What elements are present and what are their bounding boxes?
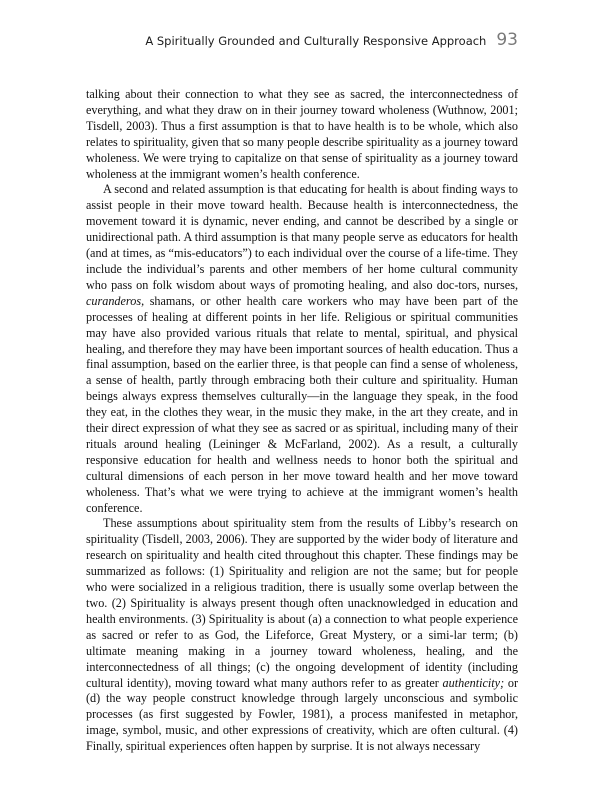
text-run: talking about their connection to what they see as sacred, the interconnectedness of everything, and what they draw on in their journey toward wholeness (Wuthnow, 2001; Tisdell, 2003). Thus a first assumption is that to have health is to be whole, which also relates to spirituality, given that so many people describe spirituality as a journey toward wholeness. We were trying to capitalize on that sense of spirituality as a journey toward wholeness at the immigrant women’s health conference. — [86, 87, 518, 181]
running-header — [145, 30, 518, 50]
italic-term: curanderos, — [86, 293, 145, 308]
text-run: or (d) the way people construct knowledge through largely unconscious and symbolic processes (as first suggested by Fowler, 1981), a process manifested in metaphor, image, symbol, music, and other expressions of creativity, which are often cultural. (4) Finally, spiritual experiences often happen by surprise. It is not always necessary — [86, 675, 519, 754]
running-title: A Spiritually Grounded and Culturally Responsive Approach — [145, 34, 487, 48]
paragraph-1 — [86, 87, 518, 182]
paragraph-2 — [86, 182, 518, 516]
body-text — [86, 87, 518, 755]
paragraph-3 — [86, 516, 518, 755]
text-run: A second and related assumption is that educating for health is about finding ways to assist people in their move toward health. Because health is interconnectedness, the movement toward it is dynamic, never ending, and cannot be described by a single or unidirectional path. A third assumption is that many people serve as educators for health (and at times, as “mis-educators”) to each individual over the course of a life-time. They include the individual’s parents and other members of her home cultural community who pass on folk wisdom about ways of promoting healing, and also doc-tors, nurses, — [86, 182, 518, 292]
text-run: shamans, or other health care workers who may have been part of the processes of healing at different points in her life. Religious or spiritual communities may have also provided various rituals that relate to mental, spiritual, and physical healing, and therefore they may have been important sources of health education. Thus a final assumption, based on the earlier three, is that people can find a sense of wholeness, a sense of health, partly through embracing both their culture and spirituality. Human beings always express themselves culturally—in the language they speak, in the food they eat, in the clothes they wear, in the music they make, in the art they create, and in their direct expression of what they see as sacred or as spiritual, including many of their rituals around healing (Leininger & McFarland, 2002). As a result, a culturally responsive education for health and wellness needs to honor both the spiritual and cultural dimensions of each person in her move toward health and her move toward wholeness. That’s what we were trying to achieve at the immigrant women’s health conference. — [86, 293, 518, 515]
page-number: 93 — [496, 30, 518, 50]
text-run: These assumptions about spirituality stem from the results of Libby’s research on spirituality (Tisdell, 2003, 2006). They are supported by the wider body of literature and research on spirituality and health cited throughout this chapter. These findings may be summarized as follows: (1) Spirituality and religion are not the same; but for people who were socialized in a religious tradition, there is usually some overlap between the two. (2) Spirituality is always present though often unacknowledged in education and health environments. (3) Spirituality is about (a) a connection to what people experience as sacred or refer to as God, the Lifeforce, Great Mystery, or a simi-lar term; (b) ultimate meaning making in a journey toward wholeness, healing, and the interconnectedness of all things; (c) the ongoing development of identity (including cultural identity), moving toward what many authors refer to as greater — [86, 516, 518, 690]
italic-term: authenticity; — [442, 675, 505, 690]
